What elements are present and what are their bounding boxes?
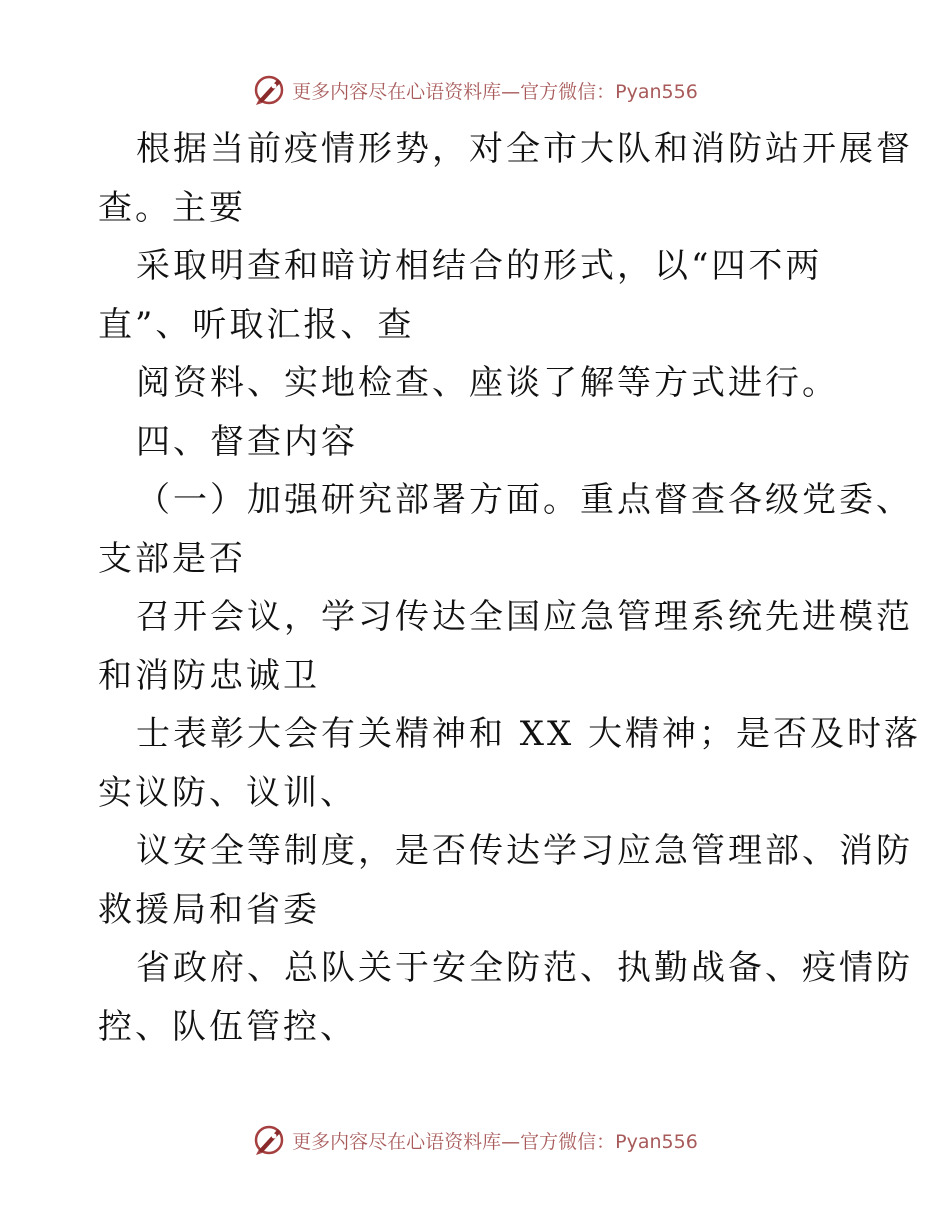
document-line: 支部是否	[98, 538, 246, 579]
document-line: 召开会议，学习传达全国应急管理系统先进模范	[136, 597, 913, 637]
header-watermark-text: 更多内容尽在心语资料库—官方微信：Pyan556	[292, 80, 698, 103]
document-line: （一）加强研究部署方面。重点督查各级党委、	[136, 480, 913, 520]
document-line: 省政府、总队关于安全防范、执勤战备、疫情防	[136, 948, 913, 988]
footer-watermark-text: 更多内容尽在心语资料库—官方微信：Pyan556	[292, 1130, 698, 1153]
document-line: 实议防、议训、	[98, 772, 357, 813]
document-line: 救援局和省委	[98, 889, 320, 930]
quill-pen-logo-icon	[252, 1123, 286, 1157]
document-line: 查。主要	[98, 187, 246, 228]
document-line: 阅资料、实地检查、座谈了解等方式进行。	[136, 363, 839, 403]
document-line: 议安全等制度，是否传达学习应急管理部、消防	[136, 831, 913, 871]
document-body	[98, 120, 922, 1056]
header-watermark	[0, 70, 950, 110]
quill-pen-logo-icon	[252, 73, 286, 107]
document-line: 控、队伍管控、	[98, 1006, 357, 1047]
document-line: 士表彰大会有关精神和 XX 大精神；是否及时落	[136, 714, 922, 754]
document-line: 四、督查内容	[136, 421, 358, 462]
document-line: 采取明查和暗访相结合的形式，以“四不两	[136, 246, 823, 286]
document-line: 和消防忠诚卫	[98, 655, 320, 696]
footer-watermark	[0, 1120, 950, 1160]
document-line: 根据当前疫情形势，对全市大队和消防站开展督	[136, 129, 913, 169]
document-line: 直”、听取汇报、查	[98, 304, 415, 345]
